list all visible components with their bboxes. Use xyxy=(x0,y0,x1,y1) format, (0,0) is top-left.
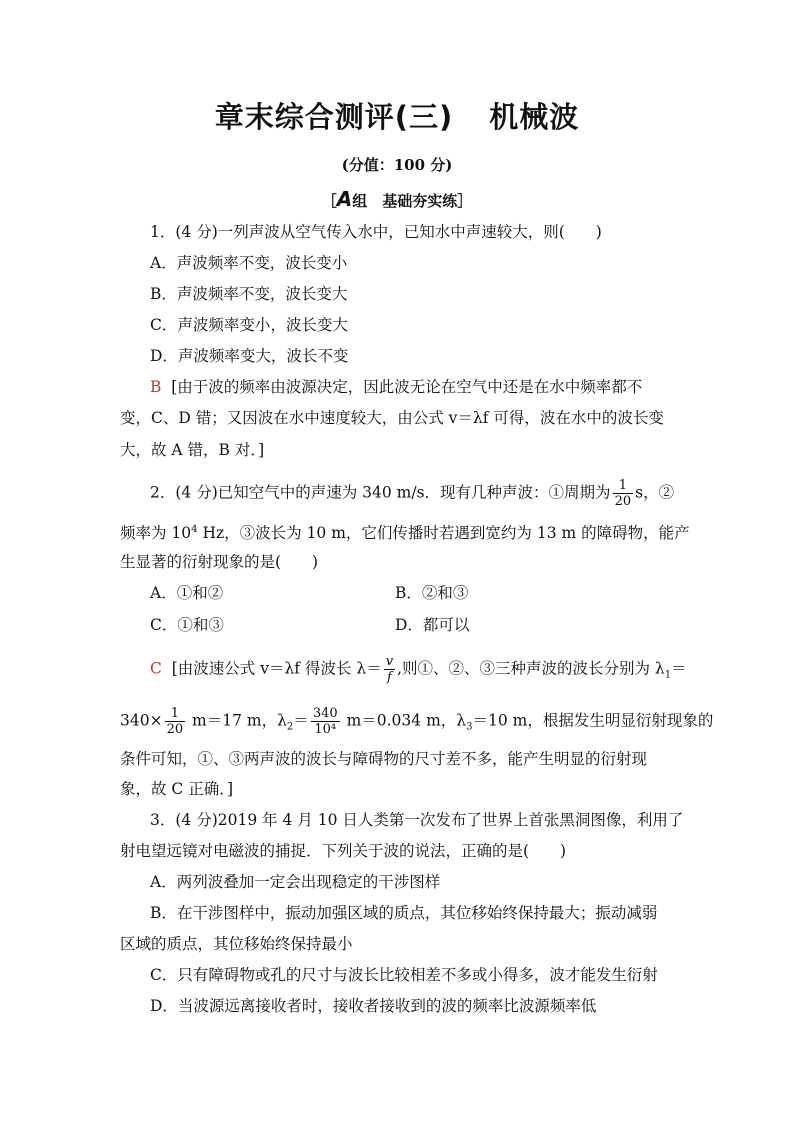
q2-explanation-2: 340× $\frac{1}{20}$ m＝17 m，$\lambda_2=$ $\frac{340}{\text{10⁴}}$ m＝0.034 m，$\lambda_3=10$ m，根据发生明显衍射现象的 xyxy=(120,706,714,737)
q1-answer: B xyxy=(150,378,162,396)
q3-option-c: C．只有障碍物或孔的尺寸与波长比较相差不多或小得多，波才能发生衍射 xyxy=(150,966,658,984)
q1-option-d: D．声波频率变大，波长不变 xyxy=(150,347,349,365)
q2-stem-2: 频率为 $10^4$ Hz，③波长为 10 m，它们传播时若遇到宽约为 13 m 的障碍物，能产 xyxy=(120,524,690,543)
q2-answer: C xyxy=(150,659,162,678)
q3-option-b-1: B．在干涉图样中，振动加强区域的质点，其位移始终保持最大；振动减弱 xyxy=(150,904,658,922)
q1-explanation-1: B [由于波的频率由波源决定，因此波无论在空气中还是在水中频率都不 xyxy=(150,378,643,396)
title-sub: 机械波 xyxy=(489,100,580,134)
q2-explanation-3: 条件可知，①、③两声波的波长与障碍物的尺寸差不多，能产生明显的衍射现 xyxy=(120,750,648,768)
section-label: 组 基础夯实练 xyxy=(352,192,458,210)
fraction: $\frac{1}{20}$ xyxy=(614,478,632,509)
q2-option-b: B．②和③ xyxy=(395,584,469,602)
q1-option-a: A．声波频率不变，波长变小 xyxy=(150,254,348,272)
fraction: $\frac{340}{\text{10⁴}}$ xyxy=(312,706,338,737)
q2-explanation-4: 象，故 C 正确．] xyxy=(120,780,234,798)
q2-option-c: C．①和③ xyxy=(150,616,224,634)
fraction: $\frac{v}{f}$ xyxy=(385,654,394,685)
q1-explanation-3: 大，故 A 错，B 对．] xyxy=(120,441,265,459)
page-title xyxy=(0,95,794,136)
group-letter: A xyxy=(336,187,353,211)
q3-option-b-2: 区域的质点，其位移始终保持最小 xyxy=(120,935,353,953)
q3-option-d: D．当波源远离接收者时，接收者接收到的波的频率比波源频率低 xyxy=(150,997,597,1015)
q1-stem: 1．(4 分)一列声波从空气传入水中，已知水中声速较大，则( ) xyxy=(150,223,602,241)
q2-stem-3: 生显著的衍射现象的是( ) xyxy=(120,553,319,571)
q2-option-d: D．都可以 xyxy=(395,616,470,634)
score-note: (分值：100 分) xyxy=(341,156,453,174)
q2-explanation-1: C [由波速公式 v＝λf 得波长 λ＝ $\frac{v}{f}$ ,则①、②、③三种声波的波长分别为 $\lambda_1=$ xyxy=(150,654,687,685)
section-heading: ［A组 基础夯实练］ xyxy=(321,187,473,211)
fraction: $\frac{1}{20}$ xyxy=(166,706,184,737)
q2-option-a: A．①和② xyxy=(150,584,224,602)
q3-option-a: A．两列波叠加一定会出现稳定的干涉图样 xyxy=(150,873,441,891)
q1-option-c: C．声波频率变小，波长变大 xyxy=(150,316,348,334)
q3-stem-2: 射电望远镜对电磁波的捕捉．下列关于波的说法，正确的是( ) xyxy=(120,842,567,860)
q2-stem-1: 2．(4 分)已知空气中的声速为 340 m/s．现有几种声波：①周期为 $\frac{1}{20}$ s，② xyxy=(150,478,675,509)
q1-explanation-2: 变，C、D 错；又因波在水中速度较大，由公式 v＝λf 可得，波在水中的波长变 xyxy=(120,409,664,427)
q1-option-b: B．声波频率不变，波长变大 xyxy=(150,285,348,303)
q3-stem-1: 3．(4 分)2019 年 4 月 10 日人类第一次发布了世界上首张黑洞图像，利用了 xyxy=(150,811,684,829)
title-main: 章末综合测评(三) xyxy=(214,100,454,134)
